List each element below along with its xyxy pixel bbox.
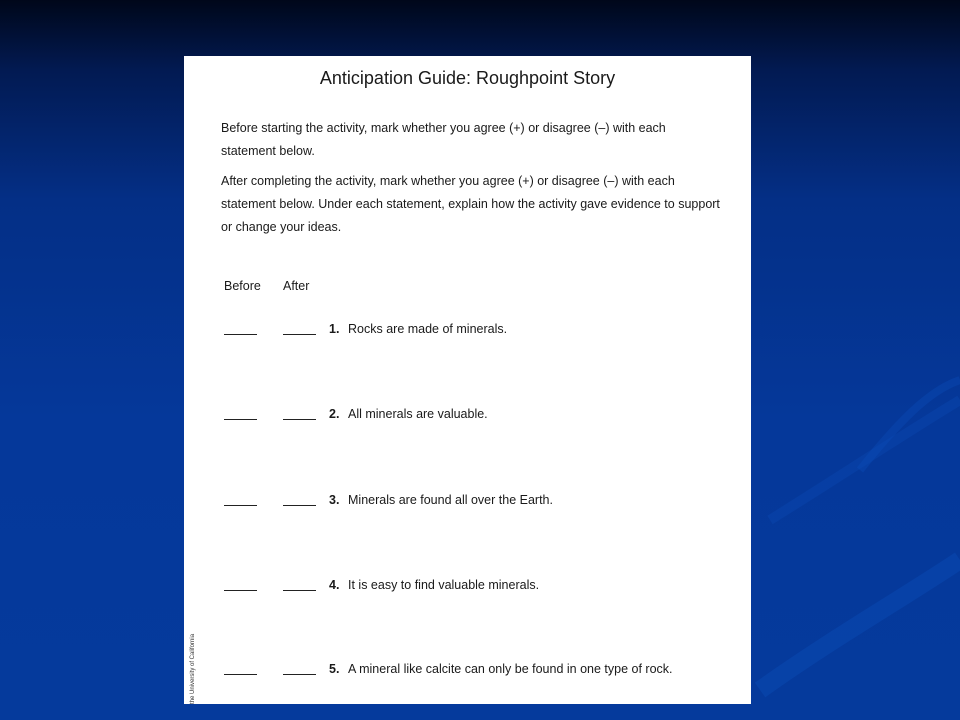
statement-row [224, 578, 724, 598]
statement-text: All minerals are valuable. [348, 407, 488, 421]
worksheet-title: Anticipation Guide: Roughpoint Story [319, 68, 616, 88]
statement-number: 4. [329, 578, 340, 592]
before-answer-blank [224, 419, 257, 420]
before-answer-blank [224, 334, 257, 335]
statement-text: A mineral like calcite can only be found in one type of rock. [348, 662, 673, 676]
statement-number: 1. [329, 322, 340, 336]
statement-text: Minerals are found all over the Earth. [348, 493, 553, 507]
after-answer-blank [283, 590, 316, 591]
column-header-after: After [283, 279, 310, 293]
statement-text: Rocks are made of minerals. [348, 322, 508, 336]
statement-number: 3. [329, 493, 340, 507]
instruction-after: After completing the activity, mark whether you agree (+) or disagree (–) with each statement below. Under each statement, explain how the activity gave evidence to support or change your ideas. [221, 174, 720, 234]
after-answer-blank [283, 505, 316, 506]
copyright-margin-note: the University of California [190, 633, 196, 704]
after-answer-blank [283, 419, 316, 420]
worksheet-page [184, 56, 751, 704]
statement-number: 2. [329, 407, 340, 421]
after-answer-blank [283, 334, 316, 335]
before-answer-blank [224, 674, 257, 675]
statement-row [224, 493, 724, 513]
statement-row [224, 322, 724, 342]
before-answer-blank [224, 590, 257, 591]
after-answer-blank [283, 674, 316, 675]
before-answer-blank [224, 505, 257, 506]
statement-text: It is easy to find valuable minerals. [348, 578, 540, 592]
instruction-before: Before starting the activity, mark whether you agree (+) or disagree (–) with each statement below. [221, 121, 666, 158]
statement-row [224, 407, 724, 427]
column-header-before: Before [224, 279, 261, 293]
statement-number: 5. [329, 662, 340, 676]
statement-row [224, 662, 724, 682]
